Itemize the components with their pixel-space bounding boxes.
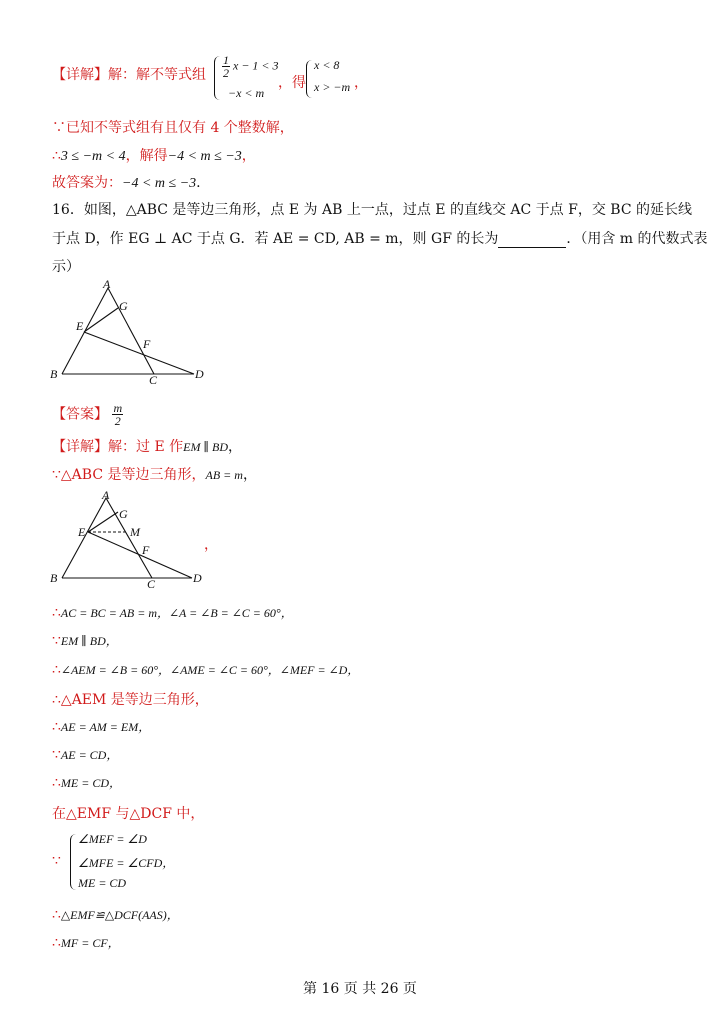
system2-row1: x < 8 [314, 58, 340, 72]
system3-sym: ∵ [52, 853, 61, 869]
system1-row1: $\frac{1}{2}$ x − 1 < 3 [223, 53, 279, 80]
label2-M: M [130, 525, 140, 539]
label-B: B [50, 367, 58, 381]
answer-fraction: $\frac{m}{2}$ [113, 401, 123, 428]
label-G: G [119, 299, 128, 313]
step-6: ∵AE = CD， [52, 747, 119, 763]
detail-tag: 【详解】 [52, 67, 108, 83]
figure-triangle-1 [46, 278, 216, 384]
s15-l1-text: 解：解不等式组 [108, 67, 206, 83]
system3-row1: ∠MEF = ∠D [78, 832, 147, 846]
detail-line2: ∵△ABC 是等边三角形，AB = m， [52, 467, 257, 483]
tail-2: ∴MF = CF， [52, 935, 120, 951]
label-A: A [103, 278, 111, 291]
label-C: C [149, 373, 158, 384]
s15-line1 [52, 64, 206, 84]
detail-line1: 【详解】解：过 E 作EM ∥ BD， [52, 439, 242, 455]
s15-line4: 故答案为：−4 < m ≤ −3. [52, 175, 201, 191]
s15-line2: ∵已知不等式组有且仅有 4 个整数解， [52, 120, 294, 136]
label2-G: G [119, 507, 128, 521]
q16-line3: 示） [52, 259, 80, 275]
system2-row2: x > −m [314, 80, 351, 94]
step-2: ∵EM ∥ BD， [52, 633, 118, 649]
answer-tag: 【答案】 [52, 406, 108, 423]
s15-line3: ∴3 ≤ −m < 4，解得−4 < m ≤ −3， [52, 148, 256, 164]
half-fraction: $\frac{1}{2}$ [223, 53, 229, 80]
q16-line1: 16．如图，△ABC 是等边三角形，点 E 为 AB 上一点，过点 E 的直线交 AC 于点 F，交 BC 的延长线 [52, 202, 692, 218]
label2-C: C [147, 577, 156, 588]
system3-brace [70, 834, 77, 890]
tail-1: ∴△EMF≌△DCF(AAS)， [52, 907, 179, 923]
figure2-trail: ， [204, 537, 218, 553]
label-F: F [143, 337, 151, 351]
s15-l1-mid: ，得 [278, 75, 306, 91]
step-5: ∴AE = AM = EM， [52, 719, 151, 735]
system1-row2: −x < m [228, 86, 265, 100]
answer-blank [498, 233, 566, 248]
label2-B: B [50, 571, 58, 585]
system2-brace [306, 60, 313, 98]
label2-D: D [193, 571, 202, 585]
system1-brace [214, 56, 221, 100]
label2-F: F [142, 543, 150, 557]
system3-row2: ∠MFE = ∠CFD， [78, 856, 175, 870]
s15-l1-end: ， [354, 75, 368, 91]
step-3: ∴∠AEM = ∠B = 60°，∠AME = ∠C = 60°，∠MEF = ∠D， [52, 662, 360, 678]
system3-row3: ME = CD [78, 876, 127, 890]
label-E: E [76, 319, 84, 333]
step-4: ∴△AEM 是等边三角形， [52, 692, 209, 708]
label-D: D [195, 367, 204, 381]
page-footer: 第 16 页 共 26 页 [303, 981, 417, 997]
q16-line2: 于点 D，作 EG ⊥ AC 于点 G．若 AE = CD, AB = m，则 GF 的长为 ．（用含 m 的代数式表 [52, 231, 708, 247]
figure-triangle-2 [46, 490, 216, 588]
step-8: 在△EMF 与△DCF 中， [52, 806, 205, 822]
step-1: ∴AC = BC = AB = m，∠A = ∠B = ∠C = 60°， [52, 605, 293, 621]
answer-line [52, 402, 123, 427]
label2-A: A [102, 490, 110, 502]
label2-E: E [78, 525, 86, 539]
step-7: ∴ME = CD， [52, 775, 122, 791]
